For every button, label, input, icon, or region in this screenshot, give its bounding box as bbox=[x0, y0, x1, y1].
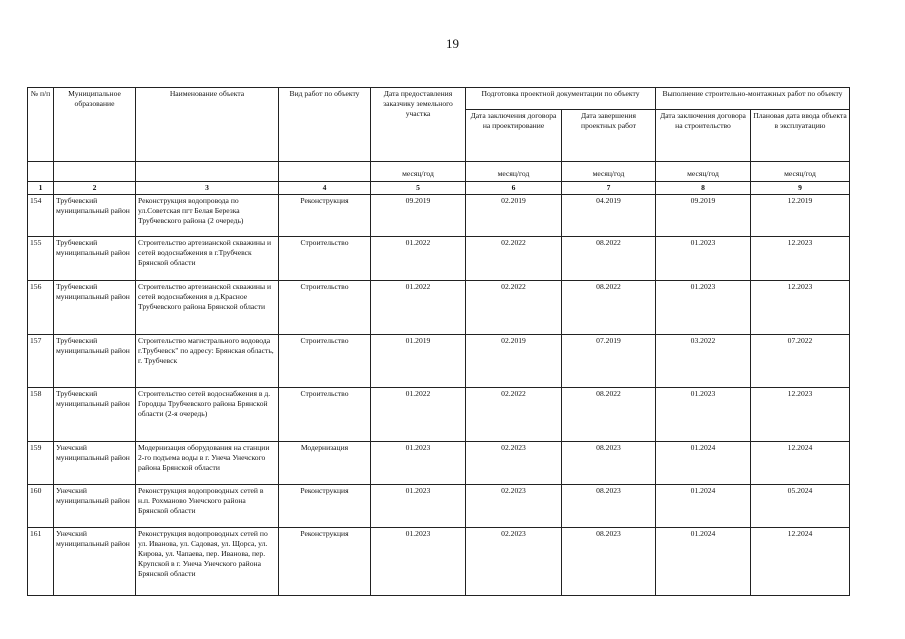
header-object-name: Наименование объекта bbox=[136, 88, 279, 162]
row-design-complete: 08.2022 bbox=[562, 237, 656, 281]
row-municipality: Трубчевский муниципальный район bbox=[54, 335, 136, 388]
row-land-date: 01.2022 bbox=[371, 237, 466, 281]
header-num: № п/п bbox=[28, 88, 54, 162]
row-commission: 12.2023 bbox=[751, 237, 850, 281]
row-design-complete: 04.2019 bbox=[562, 195, 656, 237]
row-land-date: 09.2019 bbox=[371, 195, 466, 237]
header-construction-contract: Дата заключения договора на строительство bbox=[656, 110, 751, 162]
row-work-type: Строительство bbox=[279, 237, 371, 281]
row-work-type: Строительство bbox=[279, 335, 371, 388]
row-num: 155 bbox=[28, 237, 54, 281]
row-design-contract: 02.2019 bbox=[466, 335, 562, 388]
row-municipality: Трубчевский муниципальный район bbox=[54, 195, 136, 237]
row-design-complete: 08.2023 bbox=[562, 528, 656, 596]
row-municipality: Трубчевский муниципальный район bbox=[54, 281, 136, 335]
row-work-type: Реконструкция bbox=[279, 528, 371, 596]
header-construction-group: Выполнение строительно-монтажных работ по объекту bbox=[656, 88, 850, 110]
row-construction-contract: 01.2024 bbox=[656, 485, 751, 528]
table-row bbox=[28, 335, 850, 388]
row-construction-contract: 03.2022 bbox=[656, 335, 751, 388]
column-number: 4 bbox=[279, 182, 371, 195]
unit-label: месяц/год bbox=[656, 162, 751, 182]
row-object: Строительство артезианской скважины и сетей водоснабжения в г.Трубчевск Брянской области bbox=[136, 237, 279, 281]
column-number: 8 bbox=[656, 182, 751, 195]
row-commission: 12.2024 bbox=[751, 528, 850, 596]
row-land-date: 01.2019 bbox=[371, 335, 466, 388]
header-design-contract: Дата заключения договора на проектирование bbox=[466, 110, 562, 162]
row-design-complete: 08.2022 bbox=[562, 388, 656, 442]
row-design-contract: 02.2023 bbox=[466, 442, 562, 485]
row-commission: 07.2022 bbox=[751, 335, 850, 388]
row-object: Строительство сетей водоснабжения в д. Городцы Трубчевского района Брянской области (2-я очередь) bbox=[136, 388, 279, 442]
row-design-contract: 02.2019 bbox=[466, 195, 562, 237]
column-number: 2 bbox=[54, 182, 136, 195]
row-commission: 12.2023 bbox=[751, 388, 850, 442]
row-design-complete: 08.2022 bbox=[562, 281, 656, 335]
row-land-date: 01.2022 bbox=[371, 388, 466, 442]
column-number: 5 bbox=[371, 182, 466, 195]
unit-label: месяц/год bbox=[751, 162, 850, 182]
row-design-complete: 08.2023 bbox=[562, 442, 656, 485]
row-land-date: 01.2022 bbox=[371, 281, 466, 335]
row-construction-contract: 09.2019 bbox=[656, 195, 751, 237]
row-work-type: Реконструкция bbox=[279, 195, 371, 237]
row-num: 160 bbox=[28, 485, 54, 528]
column-number: 6 bbox=[466, 182, 562, 195]
row-municipality: Унечский муниципальный район bbox=[54, 485, 136, 528]
column-number: 9 bbox=[751, 182, 850, 195]
table-row bbox=[28, 442, 850, 485]
page-number: 19 bbox=[446, 36, 459, 51]
row-land-date: 01.2023 bbox=[371, 528, 466, 596]
row-work-type: Строительство bbox=[279, 281, 371, 335]
unit-label: месяц/год bbox=[562, 162, 656, 182]
row-design-contract: 02.2023 bbox=[466, 485, 562, 528]
header-commission: Плановая дата ввода объекта в эксплуатацию bbox=[751, 110, 850, 162]
row-num: 161 bbox=[28, 528, 54, 596]
header-design-group: Подготовка проектной документации по объекту bbox=[466, 88, 656, 110]
row-num: 159 bbox=[28, 442, 54, 485]
row-commission: 05.2024 bbox=[751, 485, 850, 528]
row-municipality: Унечский муниципальный район bbox=[54, 442, 136, 485]
row-municipality: Трубчевский муниципальный район bbox=[54, 388, 136, 442]
row-work-type: Модернизация bbox=[279, 442, 371, 485]
unit-label: месяц/год bbox=[466, 162, 562, 182]
row-num: 158 bbox=[28, 388, 54, 442]
row-design-contract: 02.2022 bbox=[466, 388, 562, 442]
row-commission: 12.2023 bbox=[751, 281, 850, 335]
row-object: Строительство артезианской скважины и сетей водоснабжения в д.Красное Трубчевского района Брянской области bbox=[136, 281, 279, 335]
row-design-contract: 02.2023 bbox=[466, 528, 562, 596]
row-land-date: 01.2023 bbox=[371, 442, 466, 485]
row-object: Модернизация оборудования на станции 2-го подъема воды в г. Унеча Унечского района Брянской области bbox=[136, 442, 279, 485]
table-row bbox=[28, 195, 850, 237]
header-land-date: Дата предоставления заказчику земельного участка bbox=[371, 88, 466, 162]
row-municipality: Трубчевский муниципальный район bbox=[54, 237, 136, 281]
table-row bbox=[28, 388, 850, 442]
row-construction-contract: 01.2024 bbox=[656, 442, 751, 485]
column-number: 7 bbox=[562, 182, 656, 195]
table-row bbox=[28, 485, 850, 528]
objects-table bbox=[27, 87, 850, 596]
row-object: Реконструкция водопроводных сетей в н.п. Рохманово Унечского района Брянской области bbox=[136, 485, 279, 528]
table-row bbox=[28, 281, 850, 335]
row-design-contract: 02.2022 bbox=[466, 281, 562, 335]
row-object: Реконструкция водопровода по ул.Советская пгт Белая Березка Трубчевского района (2 очередь) bbox=[136, 195, 279, 237]
header-municipality: Муниципальное образование bbox=[54, 88, 136, 162]
row-municipality: Унечский муниципальный район bbox=[54, 528, 136, 596]
row-construction-contract: 01.2023 bbox=[656, 281, 751, 335]
row-work-type: Реконструкция bbox=[279, 485, 371, 528]
row-land-date: 01.2023 bbox=[371, 485, 466, 528]
header-design-complete: Дата завершения проектных работ bbox=[562, 110, 656, 162]
row-object: Строительство магистрального водовода г.Трубчевск" по адресу: Брянская область, г. Трубчевск bbox=[136, 335, 279, 388]
table-row bbox=[28, 528, 850, 596]
row-construction-contract: 01.2023 bbox=[656, 237, 751, 281]
column-number: 3 bbox=[136, 182, 279, 195]
row-num: 154 bbox=[28, 195, 54, 237]
row-work-type: Строительство bbox=[279, 388, 371, 442]
row-num: 156 bbox=[28, 281, 54, 335]
row-design-complete: 08.2023 bbox=[562, 485, 656, 528]
row-commission: 12.2024 bbox=[751, 442, 850, 485]
row-num: 157 bbox=[28, 335, 54, 388]
row-object: Реконструкция водопроводных сетей по ул. Иванова, ул. Садовая, ул. Щорса, ул. Кирова, ул. Чапаева, пер. Иванова, пер. Крупской в г. Унеча Унечского района Брянской области bbox=[136, 528, 279, 596]
row-design-contract: 02.2022 bbox=[466, 237, 562, 281]
table-row bbox=[28, 237, 850, 281]
unit-label: месяц/год bbox=[371, 162, 466, 182]
header-work-type: Вид работ по объекту bbox=[279, 88, 371, 162]
column-number: 1 bbox=[28, 182, 54, 195]
row-design-complete: 07.2019 bbox=[562, 335, 656, 388]
row-commission: 12.2019 bbox=[751, 195, 850, 237]
row-construction-contract: 01.2024 bbox=[656, 528, 751, 596]
row-construction-contract: 01.2023 bbox=[656, 388, 751, 442]
